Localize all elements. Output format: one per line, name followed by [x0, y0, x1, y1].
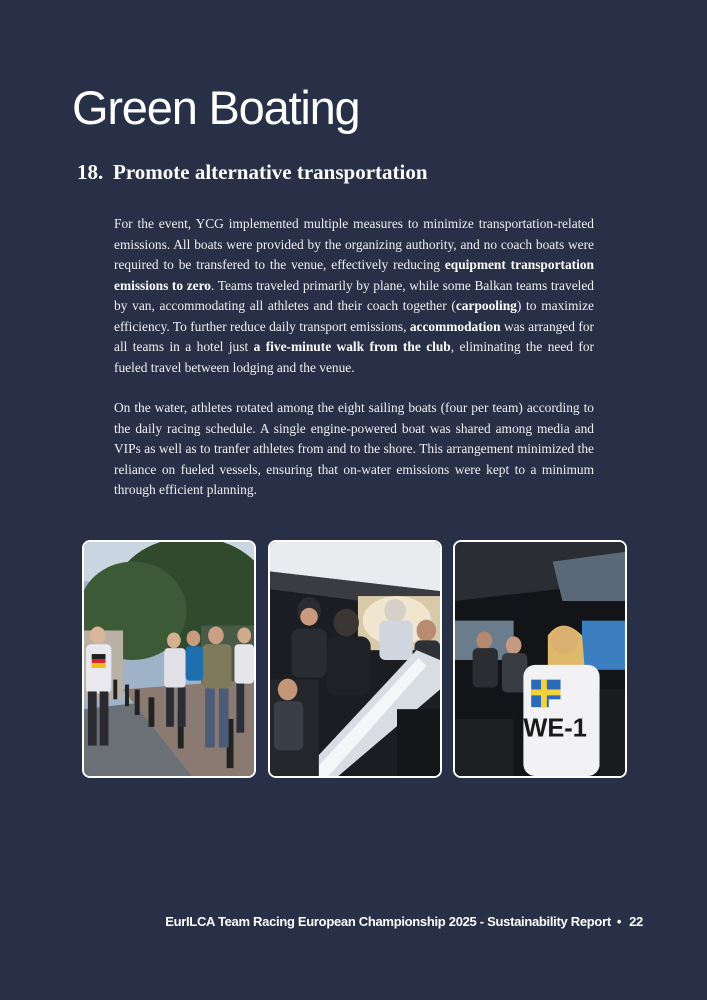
footer-separator: • — [616, 914, 622, 929]
page-title: Green Boating — [72, 81, 360, 134]
body-text: For the event, YCG implemented multiple measures to minimize transportation-related emissions. All boats were provided by the organizing authority, and no coach boats were required to be transfered to the venue, effectively reducing — [114, 216, 594, 272]
section-number: 18. — [77, 160, 104, 184]
body-text: ) to maximize efficiency. To further reduce daily transport emissions, — [114, 298, 595, 334]
photo-van-carpooling — [268, 540, 442, 778]
photo-athletes-walking — [82, 540, 256, 778]
page-number: 22 — [629, 914, 643, 929]
body-text: was arranged for all teams in a hotel just — [114, 318, 594, 354]
section-title: Promote alternative transportation — [113, 160, 428, 184]
photo-gallery — [82, 540, 628, 780]
section-body — [114, 214, 594, 521]
body-text: , eliminating the need for fueled travel between lodging and the venue. — [114, 339, 595, 375]
bold-emphasis: a five-minute walk from the club — [253, 339, 451, 354]
bold-emphasis: equipment transportation emissions to zero — [114, 257, 594, 293]
paragraph-on-water: On the water, athletes rotated among the eight sailing boats (four per team) according to the daily racing schedule. A single engine-powered boat was shared among media and VIPs as well as to tranfer athletes from and to the shore. This arrangement minimized the reliance on fueled vessels, ensuring that on-water emissions were kept to a minimum through efficient planning. — [114, 400, 594, 497]
section-heading — [77, 160, 428, 185]
paragraph-transport-measures — [114, 214, 594, 378]
photo-shared-motorboat — [453, 540, 627, 778]
photo-jersey-badge: WE-1 — [523, 714, 587, 743]
body-text: . Teams traveled primarily by plane, while some Balkan teams traveled by van, accommodating all athletes and their coach together ( — [114, 277, 594, 313]
page-footer — [165, 914, 643, 929]
footer-report-title: EurILCA Team Racing European Championship 2025 - Sustainability Report — [165, 914, 611, 929]
bold-emphasis: accommodation — [409, 318, 501, 334]
bold-emphasis: carpooling — [455, 298, 517, 313]
